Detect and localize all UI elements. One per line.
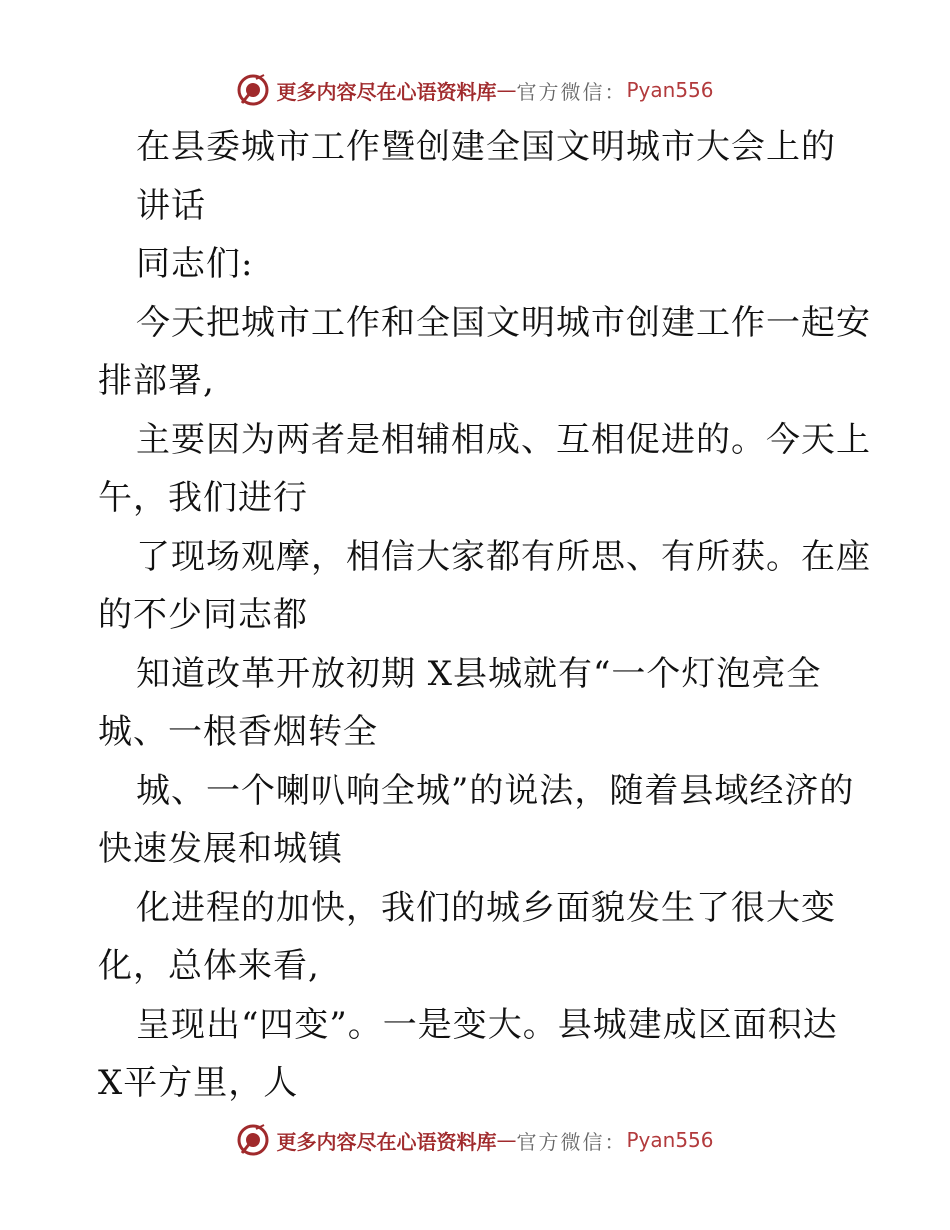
banner-dash: —	[496, 78, 517, 102]
paragraph-line: 今天把城市工作和全国文明城市创建工作一起安	[136, 302, 871, 343]
paragraph-line: 午，我们进行	[98, 478, 308, 518]
paragraph-line: 知道改革开放初期 X县城就有“一个灯泡亮全	[136, 653, 822, 694]
paragraph-line: X平方里，人	[98, 1063, 299, 1103]
banner-dash: —	[496, 1128, 517, 1152]
paragraph-line: 的不少同志都	[98, 595, 308, 635]
paragraph-line: 化进程的加快，我们的城乡面貌发生了很大变	[136, 887, 836, 928]
banner-official-label: 官方微信：	[516, 1129, 627, 1154]
banner-wechat-id: Pyan556	[626, 1128, 714, 1152]
banner-official-label: 官方微信：	[516, 79, 627, 104]
quill-seal-icon	[236, 73, 270, 107]
document-body	[98, 118, 871, 1113]
title-line-1: 在县委城市工作暨创建全国文明城市大会上的	[136, 127, 836, 167]
banner-main-text: 更多内容尽在心语资料库	[276, 1129, 497, 1154]
footer-banner	[0, 1120, 950, 1160]
banner-main-text: 更多内容尽在心语资料库	[276, 79, 497, 104]
header-banner	[0, 70, 950, 110]
paragraph-line: 化，总体来看,	[98, 946, 320, 986]
salutation: 同志们:	[136, 244, 254, 284]
quill-seal-icon	[236, 1123, 270, 1157]
banner-wechat-id: Pyan556	[626, 78, 714, 102]
paragraph-line: 主要因为两者是相辅相成、互相促进的。今天上	[136, 419, 871, 460]
paragraph-line: 城、一根香烟转全	[98, 712, 378, 752]
paragraph-line: 快速发展和城镇	[98, 829, 343, 869]
paragraph-line: 呈现出“四变”。一是变大。县城建成区面积达	[136, 1004, 838, 1045]
paragraph-line: 排部署,	[98, 361, 215, 401]
title-line-2: 讲话	[136, 185, 206, 226]
paragraph-line: 城、一个喇叭响全城”的说法，随着县域经济的	[136, 770, 855, 811]
paragraph-line: 了现场观摩，相信大家都有所思、有所获。在座	[136, 536, 871, 577]
